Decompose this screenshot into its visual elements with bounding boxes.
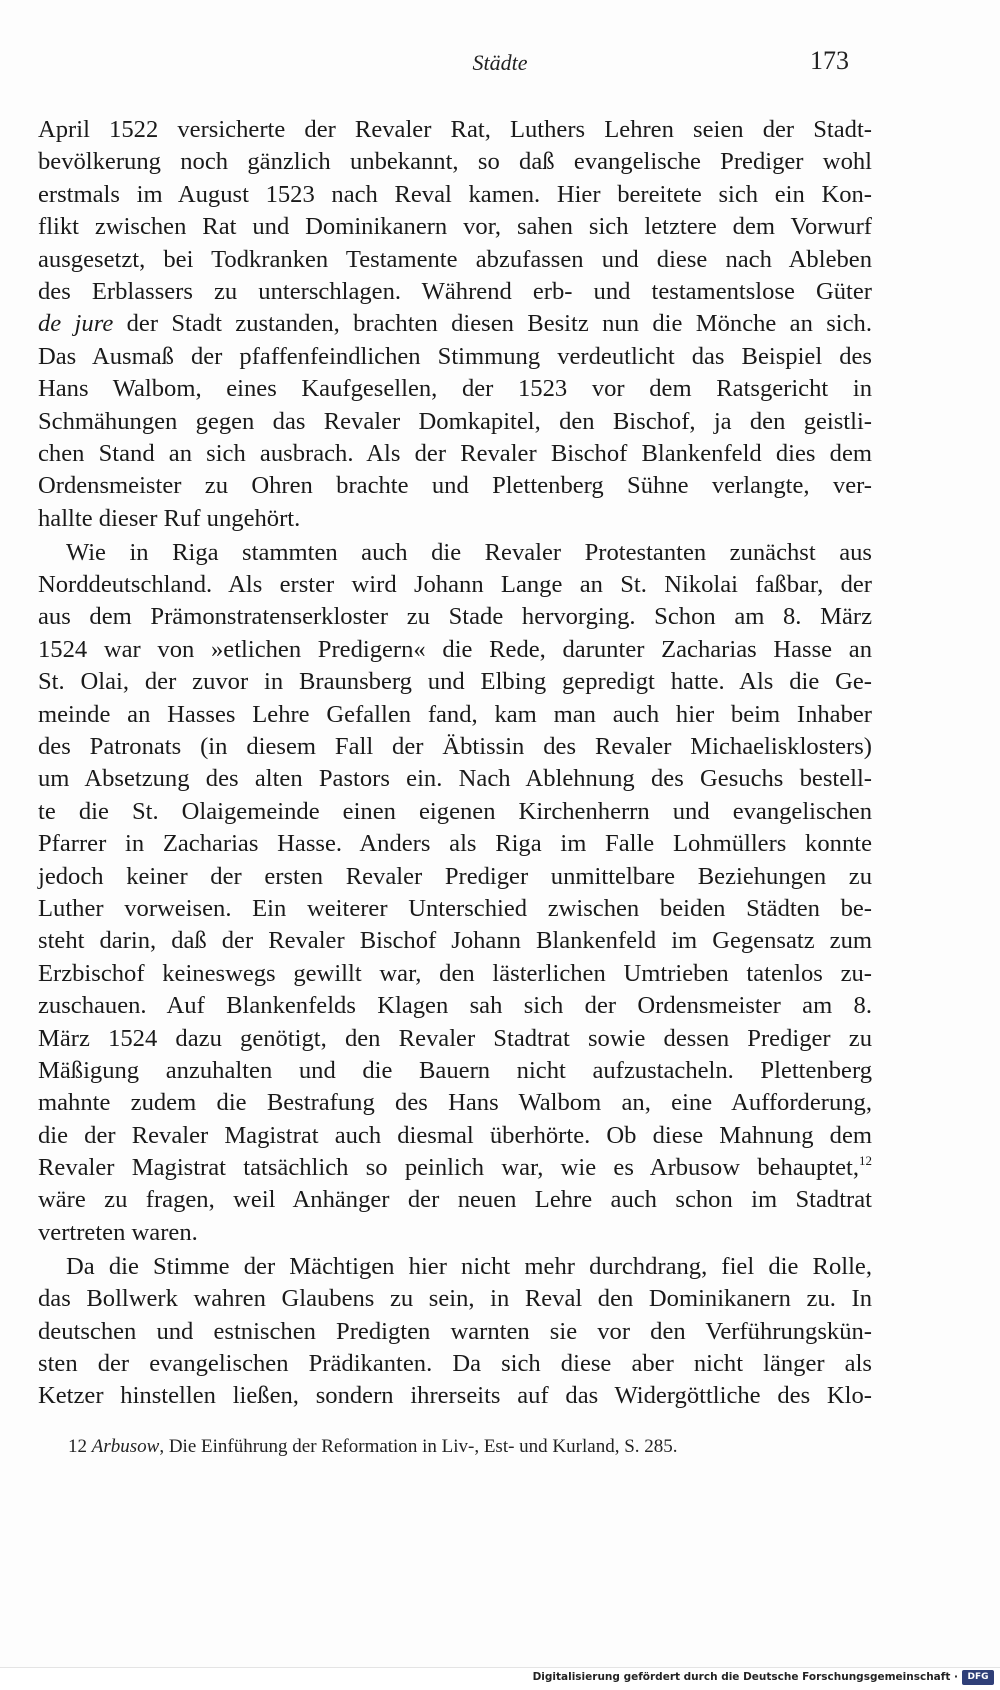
text-line: Ordensmeister zu Ohren brachte und Plettenberg Sühne verlangte, ver- [38, 472, 872, 500]
text-line: te die St. Olaigemeinde einen eigenen Kirchenherrn und evangelischen [38, 797, 872, 825]
paragraph-3 [38, 1251, 872, 1413]
text-line: zuschauen. Auf Blankenfelds Klagen sah sich der Ordensmeister am 8. [38, 992, 872, 1020]
text-line: Ketzer hinstellen ließen, sondern ihrerseits auf das Widergöttliche des Klo- [38, 1382, 872, 1410]
text-line: St. Olai, der zuvor in Braunsberg und Elbing gepredigt hatte. Als die Ge- [38, 668, 872, 696]
text-line: Erzbischof keineswegs gewillt war, den lästerlichen Umtrieben tatenlos zu- [38, 959, 872, 987]
text-line: des Erblassers zu unterschlagen. Während erb- und testamentslose Güter [38, 277, 872, 305]
digitization-footer [0, 1667, 1000, 1690]
text-line: März 1524 dazu genötigt, den Revaler Stadtrat sowie dessen Prediger zu [38, 1024, 872, 1052]
text-line [38, 308, 872, 340]
paragraph-1 [38, 114, 872, 535]
text-line: Norddeutschland. Als erster wird Johann Lange an St. Nikolai faßbar, der [38, 571, 872, 599]
body-text [38, 114, 872, 1413]
running-header-title: Städte [472, 50, 528, 75]
text-line: meinde an Hasses Lehre Gefallen fand, kam man auch hier beim Inhaber [38, 700, 872, 728]
dfg-logo-icon: DFG [962, 1670, 994, 1685]
footnote-reference[interactable]: 12 [859, 1153, 872, 1169]
text-line: steht darin, daß der Revaler Bischof Johann Blankenfeld im Gegensatz zum [38, 927, 872, 955]
text-line: bevölkerung noch gänzlich unbekannt, so daß evangelische Prediger wohl [38, 148, 872, 176]
text-line: wäre zu fragen, weil Anhänger der neuen Lehre auch schon im Stadtrat [38, 1186, 872, 1214]
text-line: das Bollwerk wahren Glaubens zu sein, in Reval den Dominikanern zu. In [38, 1285, 872, 1313]
footnote-number: 12 [68, 1436, 87, 1457]
footnote-author: Arbusow [91, 1436, 160, 1457]
footnote-text: , Die Einführung der Reformation in Liv-, Est- und Kurland, S. 285. [159, 1436, 678, 1457]
text-line: Mäßigung anzuhalten und die Bauern nicht aufzustacheln. Plettenberg [38, 1056, 872, 1084]
page-number: 173 [810, 46, 849, 75]
paragraph-2 [38, 537, 872, 1250]
text-line: Pfarrer in Zacharias Hasse. Anders als Riga im Falle Lohmüllers konnte [38, 830, 872, 858]
footer-credit: Digitalisierung gefördert durch die Deutsche Forschungsgemeinschaft · [532, 1671, 958, 1683]
text-line: 1524 war von »etlichen Predigern« die Rede, darunter Zacharias Hasse an [38, 635, 872, 663]
text-line-main: Revaler Magistrat tatsächlich so peinlich war, wie es Arbusow behauptet, [38, 1154, 859, 1182]
text-line: jedoch keiner der ersten Revaler Prediger unmittelbare Beziehungen zu [38, 862, 872, 890]
text-line: erstmals im August 1523 nach Reval kamen. Hier bereitete sich ein Kon- [38, 180, 872, 208]
text-line: hallte dieser Ruf ungehört. [38, 504, 301, 532]
text-line: April 1522 versicherte der Revaler Rat, Luthers Lehren seien der Stadt- [38, 116, 872, 143]
text-line: Luther vorweisen. Ein weiterer Unterschied zwischen beiden Städten be- [38, 894, 872, 922]
text-line-rest: der Stadt zustanden, brachten diesen Besitz nun die Mönche an sich. [126, 310, 872, 338]
text-line: deutschen und estnischen Predigten warnten sie vor den Verführungskün- [38, 1317, 872, 1345]
text-line: chen Stand an sich ausbrach. Als der Revaler Bischof Blankenfeld dies dem [38, 439, 872, 467]
text-line: Hans Walbom, eines Kaufgesellen, der 1523 vor dem Ratsgericht in [38, 375, 872, 403]
text-line: sten der evangelischen Prädikanten. Da sich diese aber nicht länger als [38, 1350, 872, 1378]
text-line: Das Ausmaß der pfaffenfeindlichen Stimmung verdeutlicht das Beispiel des [38, 342, 872, 370]
text-line: mahnte zudem die Bestrafung des Hans Walbom an, eine Aufforderung, [38, 1089, 872, 1117]
footnote [68, 1436, 848, 1458]
text-line: Da die Stimme der Mächtigen hier nicht mehr durchdrang, fiel die Rolle, [66, 1252, 872, 1280]
italic-term: de jure [38, 310, 114, 338]
text-line: flikt zwischen Rat und Dominikanern vor, sahen sich letztere dem Vorwurf [38, 213, 872, 241]
text-line: die der Revaler Magistrat auch diesmal überhörte. Ob diese Mahnung dem [38, 1121, 872, 1149]
text-line: Wie in Riga stammten auch die Revaler Protestanten zunächst aus [66, 538, 872, 566]
text-line: Schmähungen gegen das Revaler Domkapitel, den Bischof, ja den geistli- [38, 407, 872, 435]
text-line: des Patronats (in diesem Fall der Äbtissin des Revaler Michaelisklosters) [38, 733, 872, 761]
text-line: aus dem Prämonstratenserkloster zu Stade hervorging. Schon am 8. März [38, 603, 872, 631]
text-line: vertreten waren. [38, 1218, 198, 1246]
text-line [38, 1152, 872, 1184]
text-line: ausgesetzt, bei Todkranken Testamente abzufassen und diese nach Ableben [38, 245, 872, 273]
text-line: um Absetzung des alten Pastors ein. Nach Ablehnung des Gesuchs bestell- [38, 765, 872, 793]
